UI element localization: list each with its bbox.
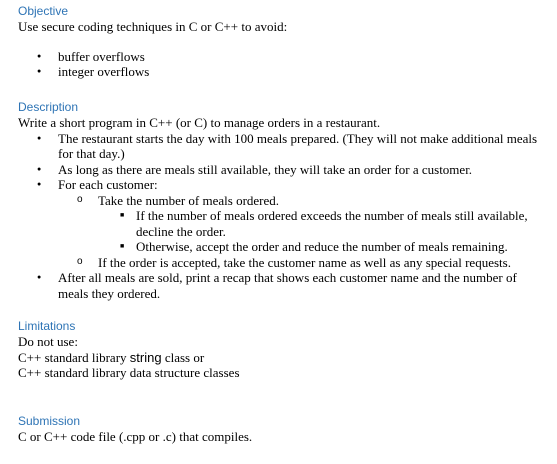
submission-requirement: C or C++ code file (.cpp or .c) that compiles. <box>18 429 253 444</box>
limitations-heading: Limitations <box>18 319 76 333</box>
description-heading: Description <box>18 100 79 114</box>
description-bullet-start-day: ● The restaurant starts the day with 100 meals prepared. (They will not make additional meals for that day.) <box>18 131 548 162</box>
limitations-section <box>18 319 548 381</box>
order-rules-list <box>98 208 548 255</box>
order-rule-decline: ■ If the number of meals ordered exceeds the number of meals still available, decline the order. <box>98 208 548 239</box>
submission-heading: Submission <box>18 414 81 428</box>
submission-section <box>18 414 548 445</box>
customer-step-take-number-text: Take the number of meals ordered. <box>98 192 280 208</box>
objective-item-integer-overflows: ● integer overflows <box>18 64 548 80</box>
customer-step-take-number <box>18 193 548 255</box>
limitations-string-line <box>18 350 548 366</box>
description-section <box>18 100 548 301</box>
limitations-data-structures: C++ standard library data structure classes <box>18 365 240 380</box>
objective-list <box>18 49 548 80</box>
objective-item-buffer-overflows: ● buffer overflows <box>18 49 548 65</box>
limitations-do-not-use: Do not use: <box>18 334 78 349</box>
order-rule-accept: ■ Otherwise, accept the order and reduce the number of meals remaining. <box>98 239 548 255</box>
description-bullet-each-customer <box>18 177 548 270</box>
objective-heading: Objective <box>18 4 69 18</box>
objective-section <box>18 4 548 80</box>
description-intro: Write a short program in C++ (or C) to manage orders in a restaurant. <box>18 115 381 130</box>
customer-steps-list <box>18 193 548 271</box>
objective-intro: Use secure coding techniques in C or C++ to avoid: <box>18 19 288 34</box>
description-bullet-take-order: ● As long as there are meals still available, they will take an order for a customer. <box>18 162 548 178</box>
customer-step-take-name: o If the order is accepted, take the customer name as well as any special requests. <box>18 255 548 271</box>
limitations-string-code: string <box>129 349 162 365</box>
description-bullet-recap: ● After all meals are sold, print a recap that shows each customer name and the number of meals they ordered. <box>18 270 548 301</box>
limitations-string-suffix: class or <box>161 349 205 365</box>
limitations-string-prefix: C++ standard library <box>18 349 130 365</box>
description-list <box>18 131 548 302</box>
description-bullet-each-customer-text: For each customer: <box>58 177 158 192</box>
